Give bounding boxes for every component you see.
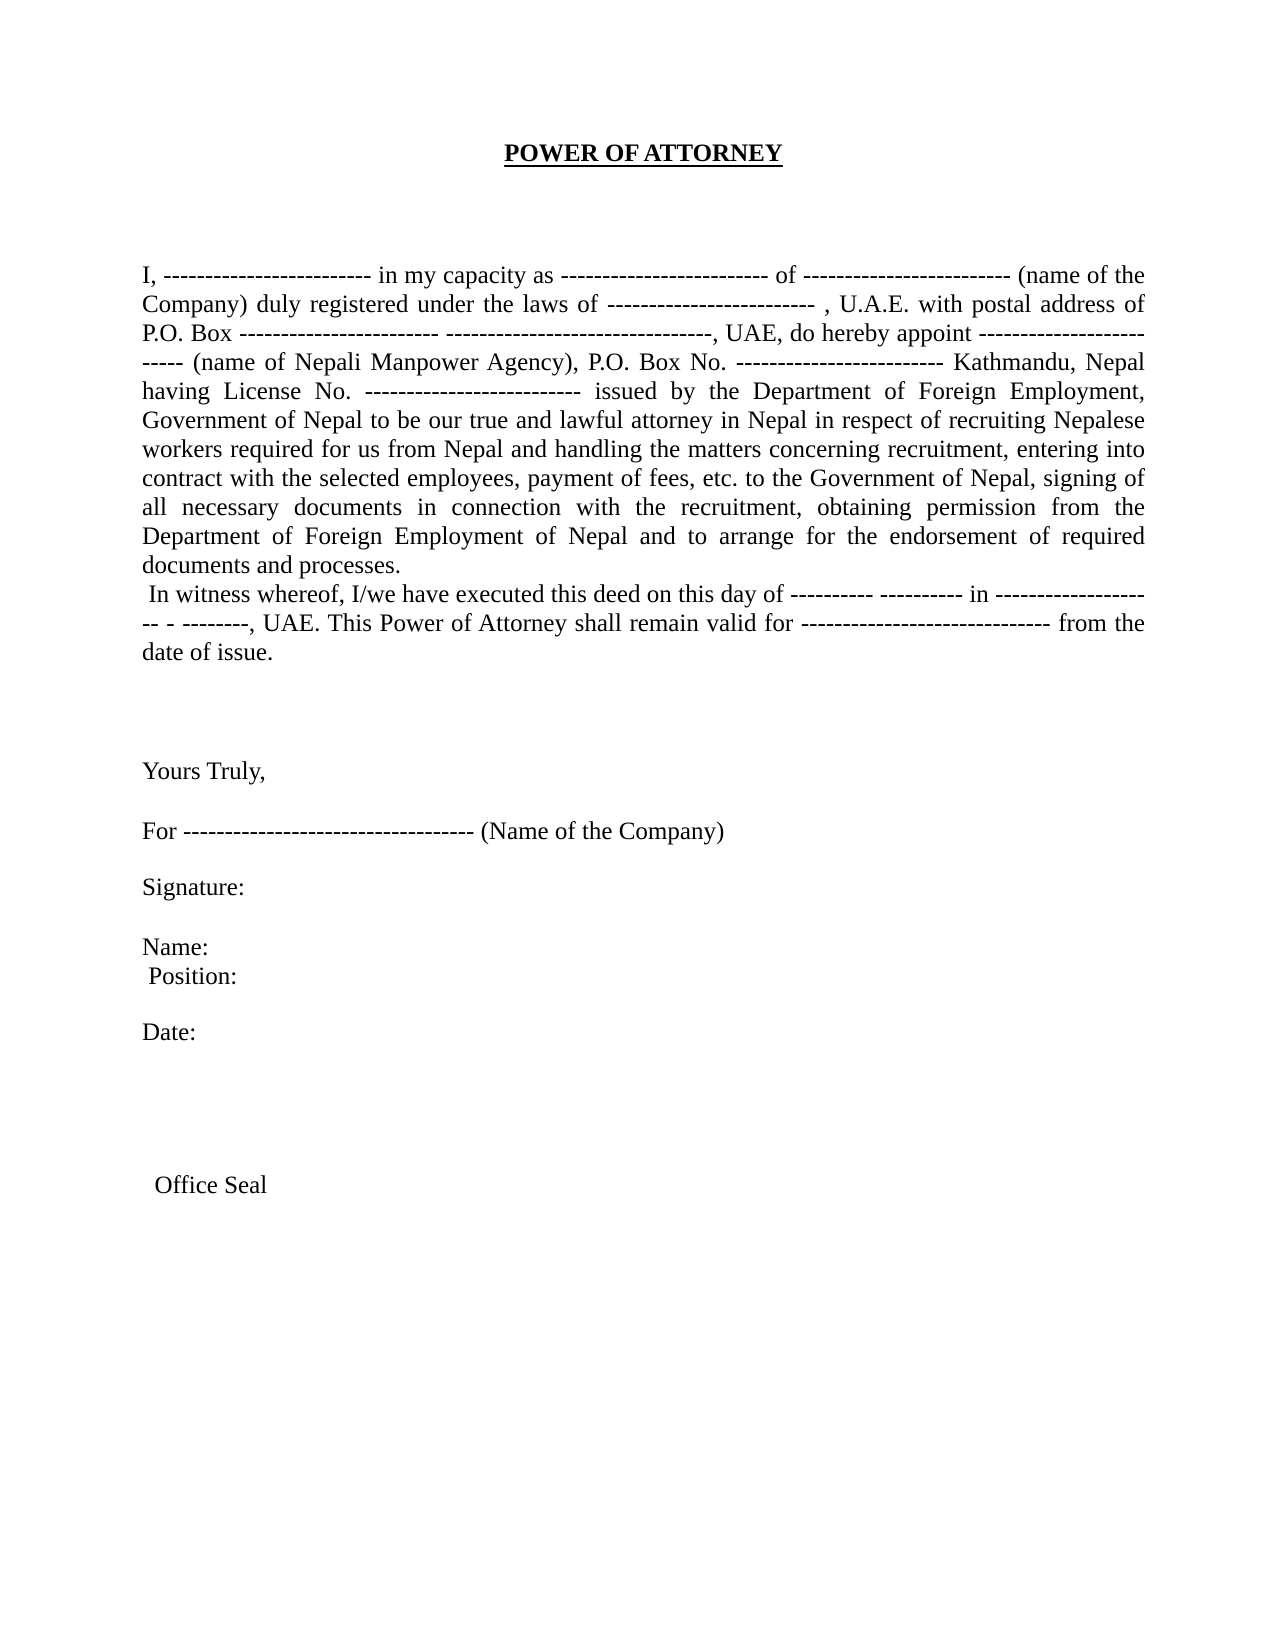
yours-truly-line: Yours Truly,: [142, 758, 266, 785]
position-label: Position:: [142, 963, 238, 990]
signature-label: Signature:: [142, 874, 245, 901]
office-seal-label: Office Seal: [142, 1172, 268, 1199]
document-title-text: POWER OF ATTORNEY: [504, 140, 783, 167]
paragraph-appointment: I, ------------------------- in my capacity as ------------------------- of ------------------------- (name of the Company) duly registered under the laws of ------------------------- , U.A.E. with postal address of P.O. Box ------------------------ --------------------------------, UAE, do hereby appoint ------------------------- (name of Nepali Manpower Agency), P.O. Box No. ------------------------- Kathmandu, Nepal having License No. -------------------------- issued by the Department of Foreign Employment, Government of Nepal to be our true and lawful attorney in Nepal in respect of recruiting Nepalese workers required for us from Nepal and handling the matters concerning recruitment, entering into contract with the selected employees, payment of fees, etc. to the Government of Nepal, signing of all necessary documents in connection with the recruitment, obtaining permission from the Department of Foreign Employment of Nepal and to arrange for the endorsement of required documents and processes.: [142, 262, 1152, 579]
name-label: Name:: [142, 934, 209, 961]
document-body: [142, 261, 1152, 667]
for-company-line: For ----------------------------------- (Name of the Company): [142, 818, 725, 845]
paragraph-witness: In witness whereof, I/we have executed this deed on this day of ---------- ---------- in -------------------- - --------, UAE. This Power of Attorney shall remain valid for ------------------------------ from the date of issue.: [142, 581, 1152, 666]
closing-block: [142, 757, 1145, 1200]
document-title: [142, 139, 1145, 168]
date-label: Date:: [142, 1019, 197, 1046]
